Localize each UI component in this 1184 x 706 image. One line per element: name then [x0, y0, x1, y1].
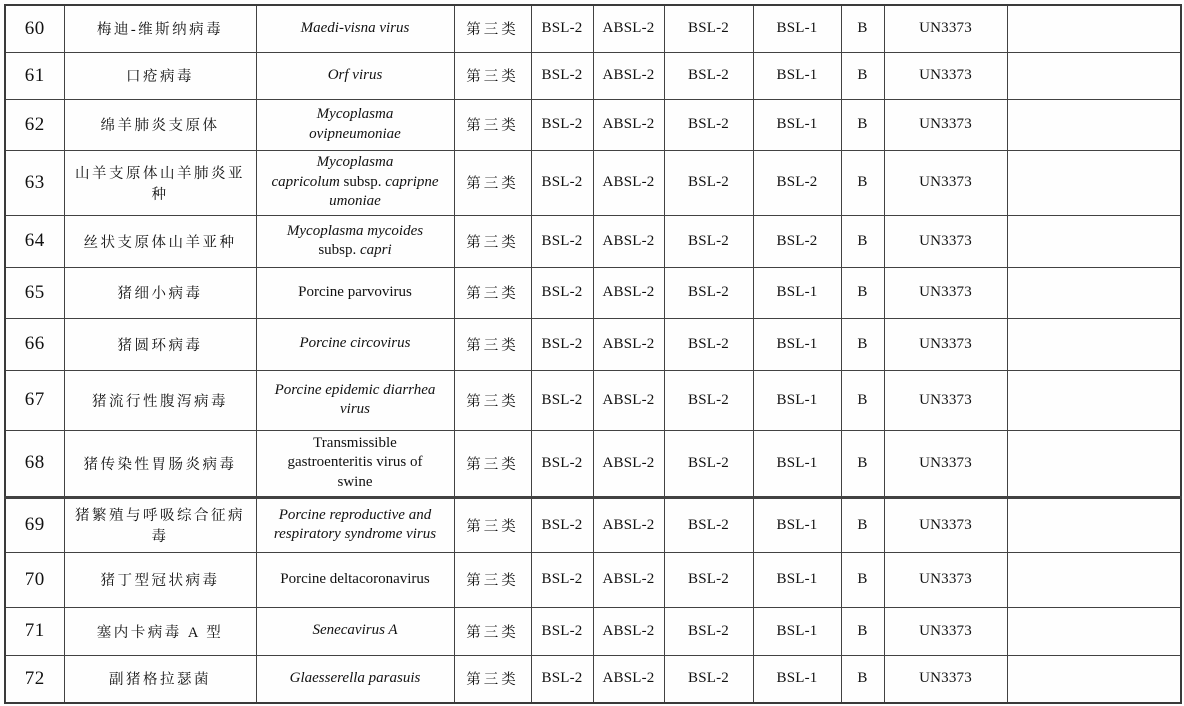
uncultured-bsl-cell: BSL-2 [664, 607, 753, 655]
latin-name-line: Mycoplasma [316, 106, 394, 122]
note-cell [1007, 215, 1181, 267]
hazard-class-cell: 第三类 [454, 99, 531, 150]
un-number-cell: UN3373 [884, 370, 1007, 430]
uncultured-bsl-cell: BSL-2 [664, 215, 753, 267]
pathogen-name-cn-cell: 猪细小病毒 [64, 267, 256, 318]
latin-name-line: Maedi-visna virus [300, 20, 410, 36]
uncultured-bsl-cell: BSL-2 [664, 318, 753, 370]
row-number-cell: 72 [5, 655, 64, 703]
row-number-cell: 60 [5, 5, 64, 52]
row-number-cell: 67 [5, 370, 64, 430]
pathogen-table [4, 4, 1182, 704]
transport-category-cell: B [841, 267, 884, 318]
latin-name-line: Transmissible [313, 434, 397, 451]
absl-cell: ABSL-2 [593, 215, 664, 267]
pathogen-name-latin-cell [256, 655, 454, 703]
absl-cell: ABSL-2 [593, 99, 664, 150]
pathogen-table-body [5, 5, 1181, 703]
note-cell [1007, 267, 1181, 318]
un-number-cell: UN3373 [884, 430, 1007, 497]
absl-cell: ABSL-2 [593, 150, 664, 215]
table-row [5, 552, 1181, 607]
inactivated-bsl-cell: BSL-1 [753, 99, 841, 150]
inactivated-bsl-cell: BSL-1 [753, 497, 841, 552]
bsl-cell: BSL-2 [531, 497, 593, 552]
un-number-cell: UN3373 [884, 5, 1007, 52]
table-row [5, 215, 1181, 267]
note-cell [1007, 655, 1181, 703]
latin-name-line: Porcine parvovirus [298, 283, 412, 300]
latin-name-line: Porcine epidemic diarrhea [274, 381, 436, 398]
un-number-cell: UN3373 [884, 215, 1007, 267]
pathogen-name-latin-cell [256, 497, 454, 552]
inactivated-bsl-cell: BSL-1 [753, 552, 841, 607]
inactivated-bsl-cell: BSL-1 [753, 5, 841, 52]
uncultured-bsl-cell: BSL-2 [664, 497, 753, 552]
pathogen-name-cn-cell: 绵羊肺炎支原体 [64, 99, 256, 150]
table-row [5, 655, 1181, 703]
absl-cell: ABSL-2 [593, 5, 664, 52]
bsl-cell: BSL-2 [531, 52, 593, 99]
transport-category-cell: B [841, 607, 884, 655]
pathogen-name-latin-cell [256, 5, 454, 52]
bsl-cell: BSL-2 [531, 318, 593, 370]
latin-name-line: capricolum subsp. capripne [271, 173, 439, 190]
hazard-class-cell: 第三类 [454, 552, 531, 607]
inactivated-bsl-cell: BSL-2 [753, 215, 841, 267]
bsl-cell: BSL-2 [531, 150, 593, 215]
un-number-cell: UN3373 [884, 552, 1007, 607]
inactivated-bsl-cell: BSL-1 [753, 267, 841, 318]
pathogen-name-cn-cell: 梅迪-维斯纳病毒 [64, 5, 256, 52]
bsl-cell: BSL-2 [531, 430, 593, 497]
uncultured-bsl-cell: BSL-2 [664, 267, 753, 318]
absl-cell: ABSL-2 [593, 607, 664, 655]
table-row [5, 150, 1181, 215]
row-number-cell: 63 [5, 150, 64, 215]
bsl-cell: BSL-2 [531, 552, 593, 607]
latin-name-line: Senecavirus A [312, 622, 398, 639]
note-cell [1007, 497, 1181, 552]
inactivated-bsl-cell: BSL-1 [753, 370, 841, 430]
uncultured-bsl-cell: BSL-2 [664, 99, 753, 150]
un-number-cell: UN3373 [884, 497, 1007, 552]
latin-name-line: Porcine reproductive and [278, 506, 432, 523]
note-cell [1007, 607, 1181, 655]
un-number-cell: UN3373 [884, 267, 1007, 318]
pathogen-name-latin-cell [256, 370, 454, 430]
inactivated-bsl-cell: BSL-2 [753, 150, 841, 215]
row-number-cell: 65 [5, 267, 64, 318]
uncultured-bsl-cell: BSL-2 [664, 655, 753, 703]
table-row [5, 497, 1181, 552]
transport-category-cell: B [841, 150, 884, 215]
hazard-class-cell: 第三类 [454, 267, 531, 318]
absl-cell: ABSL-2 [593, 655, 664, 703]
table-row [5, 318, 1181, 370]
pathogen-name-cn-cell: 猪丁型冠状病毒 [64, 552, 256, 607]
inactivated-bsl-cell: BSL-1 [753, 607, 841, 655]
pathogen-name-cn-cell: 塞内卡病毒 A 型 [64, 607, 256, 655]
un-number-cell: UN3373 [884, 655, 1007, 703]
absl-cell: ABSL-2 [593, 497, 664, 552]
hazard-class-cell: 第三类 [454, 150, 531, 215]
uncultured-bsl-cell: BSL-2 [664, 150, 753, 215]
pathogen-name-cn-cell: 口疮病毒 [64, 52, 256, 99]
transport-category-cell: B [841, 655, 884, 703]
row-number-cell: 64 [5, 215, 64, 267]
inactivated-bsl-cell: BSL-1 [753, 430, 841, 497]
hazard-class-cell: 第三类 [454, 607, 531, 655]
table-row [5, 52, 1181, 99]
hazard-class-cell: 第三类 [454, 215, 531, 267]
row-number-cell: 69 [5, 497, 64, 552]
latin-name-line: Glaesserella parasuis [289, 670, 421, 686]
pathogen-name-latin-cell [256, 318, 454, 370]
transport-category-cell: B [841, 99, 884, 150]
note-cell [1007, 5, 1181, 52]
uncultured-bsl-cell: BSL-2 [664, 5, 753, 52]
pathogen-name-latin-cell [256, 267, 454, 318]
table-row [5, 5, 1181, 52]
table-row [5, 267, 1181, 318]
row-number-cell: 68 [5, 430, 64, 497]
pathogen-name-latin-cell [256, 99, 454, 150]
latin-name-line: Orf virus [327, 66, 383, 83]
pathogen-name-cn-cell: 猪传染性胃肠炎病毒 [64, 430, 256, 497]
uncultured-bsl-cell: BSL-2 [664, 370, 753, 430]
hazard-class-cell: 第三类 [454, 318, 531, 370]
hazard-class-cell: 第三类 [454, 430, 531, 497]
latin-name-line: swine [337, 473, 373, 490]
transport-category-cell: B [841, 430, 884, 497]
un-number-cell: UN3373 [884, 318, 1007, 370]
pathogen-name-cn-cell: 猪圆环病毒 [64, 318, 256, 370]
row-number-cell: 66 [5, 318, 64, 370]
absl-cell: ABSL-2 [593, 267, 664, 318]
latin-name-line: Mycoplasma [316, 154, 394, 171]
inactivated-bsl-cell: BSL-1 [753, 52, 841, 99]
row-number-cell: 70 [5, 552, 64, 607]
pathogen-name-latin-cell [256, 150, 454, 215]
absl-cell: ABSL-2 [593, 552, 664, 607]
transport-category-cell: B [841, 370, 884, 430]
latin-name-line: subsp. capri [318, 242, 392, 258]
latin-name-line: Mycoplasma mycoides [286, 222, 424, 239]
table-row [5, 430, 1181, 497]
transport-category-cell: B [841, 318, 884, 370]
hazard-class-cell: 第三类 [454, 497, 531, 552]
note-cell [1007, 552, 1181, 607]
bsl-cell: BSL-2 [531, 5, 593, 52]
pathogen-name-latin-cell [256, 52, 454, 99]
table-row [5, 370, 1181, 430]
un-number-cell: UN3373 [884, 607, 1007, 655]
latin-name-line: umoniae [329, 193, 381, 210]
absl-cell: ABSL-2 [593, 370, 664, 430]
uncultured-bsl-cell: BSL-2 [664, 552, 753, 607]
bsl-cell: BSL-2 [531, 655, 593, 703]
absl-cell: ABSL-2 [593, 318, 664, 370]
latin-name-line: ovipneumoniae [309, 125, 401, 142]
bsl-cell: BSL-2 [531, 267, 593, 318]
un-number-cell: UN3373 [884, 99, 1007, 150]
transport-category-cell: B [841, 5, 884, 52]
pathogen-name-cn-cell: 猪繁殖与呼吸综合征病毒 [64, 497, 256, 552]
row-number-cell: 61 [5, 52, 64, 99]
pathogen-name-latin-cell [256, 552, 454, 607]
absl-cell: ABSL-2 [593, 52, 664, 99]
note-cell [1007, 318, 1181, 370]
pathogen-name-latin-cell [256, 607, 454, 655]
pathogen-name-cn-cell: 副猪格拉瑟菌 [64, 655, 256, 703]
row-number-cell: 62 [5, 99, 64, 150]
uncultured-bsl-cell: BSL-2 [664, 52, 753, 99]
note-cell [1007, 150, 1181, 215]
latin-name-line: Porcine deltacoronavirus [280, 570, 430, 587]
pathogen-name-cn-cell: 山羊支原体山羊肺炎亚种 [64, 150, 256, 215]
inactivated-bsl-cell: BSL-1 [753, 318, 841, 370]
row-number-cell: 71 [5, 607, 64, 655]
bsl-cell: BSL-2 [531, 607, 593, 655]
hazard-class-cell: 第三类 [454, 370, 531, 430]
latin-name-line: Porcine circovirus [299, 335, 411, 352]
bsl-cell: BSL-2 [531, 370, 593, 430]
pathogen-name-latin-cell [256, 430, 454, 497]
note-cell [1007, 99, 1181, 150]
bsl-cell: BSL-2 [531, 99, 593, 150]
pathogen-name-cn-cell: 猪流行性腹泻病毒 [64, 370, 256, 430]
un-number-cell: UN3373 [884, 52, 1007, 99]
transport-category-cell: B [841, 552, 884, 607]
table-row [5, 607, 1181, 655]
transport-category-cell: B [841, 497, 884, 552]
pathogen-name-latin-cell [256, 215, 454, 267]
note-cell [1007, 52, 1181, 99]
pathogen-name-cn-cell: 丝状支原体山羊亚种 [64, 215, 256, 267]
uncultured-bsl-cell: BSL-2 [664, 430, 753, 497]
hazard-class-cell: 第三类 [454, 655, 531, 703]
latin-name-line: virus [340, 401, 370, 417]
table-row [5, 99, 1181, 150]
latin-name-line: respiratory syndrome virus [273, 526, 437, 542]
absl-cell: ABSL-2 [593, 430, 664, 497]
transport-category-cell: B [841, 215, 884, 267]
transport-category-cell: B [841, 52, 884, 99]
note-cell [1007, 370, 1181, 430]
note-cell [1007, 430, 1181, 497]
un-number-cell: UN3373 [884, 150, 1007, 215]
hazard-class-cell: 第三类 [454, 5, 531, 52]
inactivated-bsl-cell: BSL-1 [753, 655, 841, 703]
latin-name-line: gastroenteritis virus of [287, 454, 423, 471]
hazard-class-cell: 第三类 [454, 52, 531, 99]
bsl-cell: BSL-2 [531, 215, 593, 267]
